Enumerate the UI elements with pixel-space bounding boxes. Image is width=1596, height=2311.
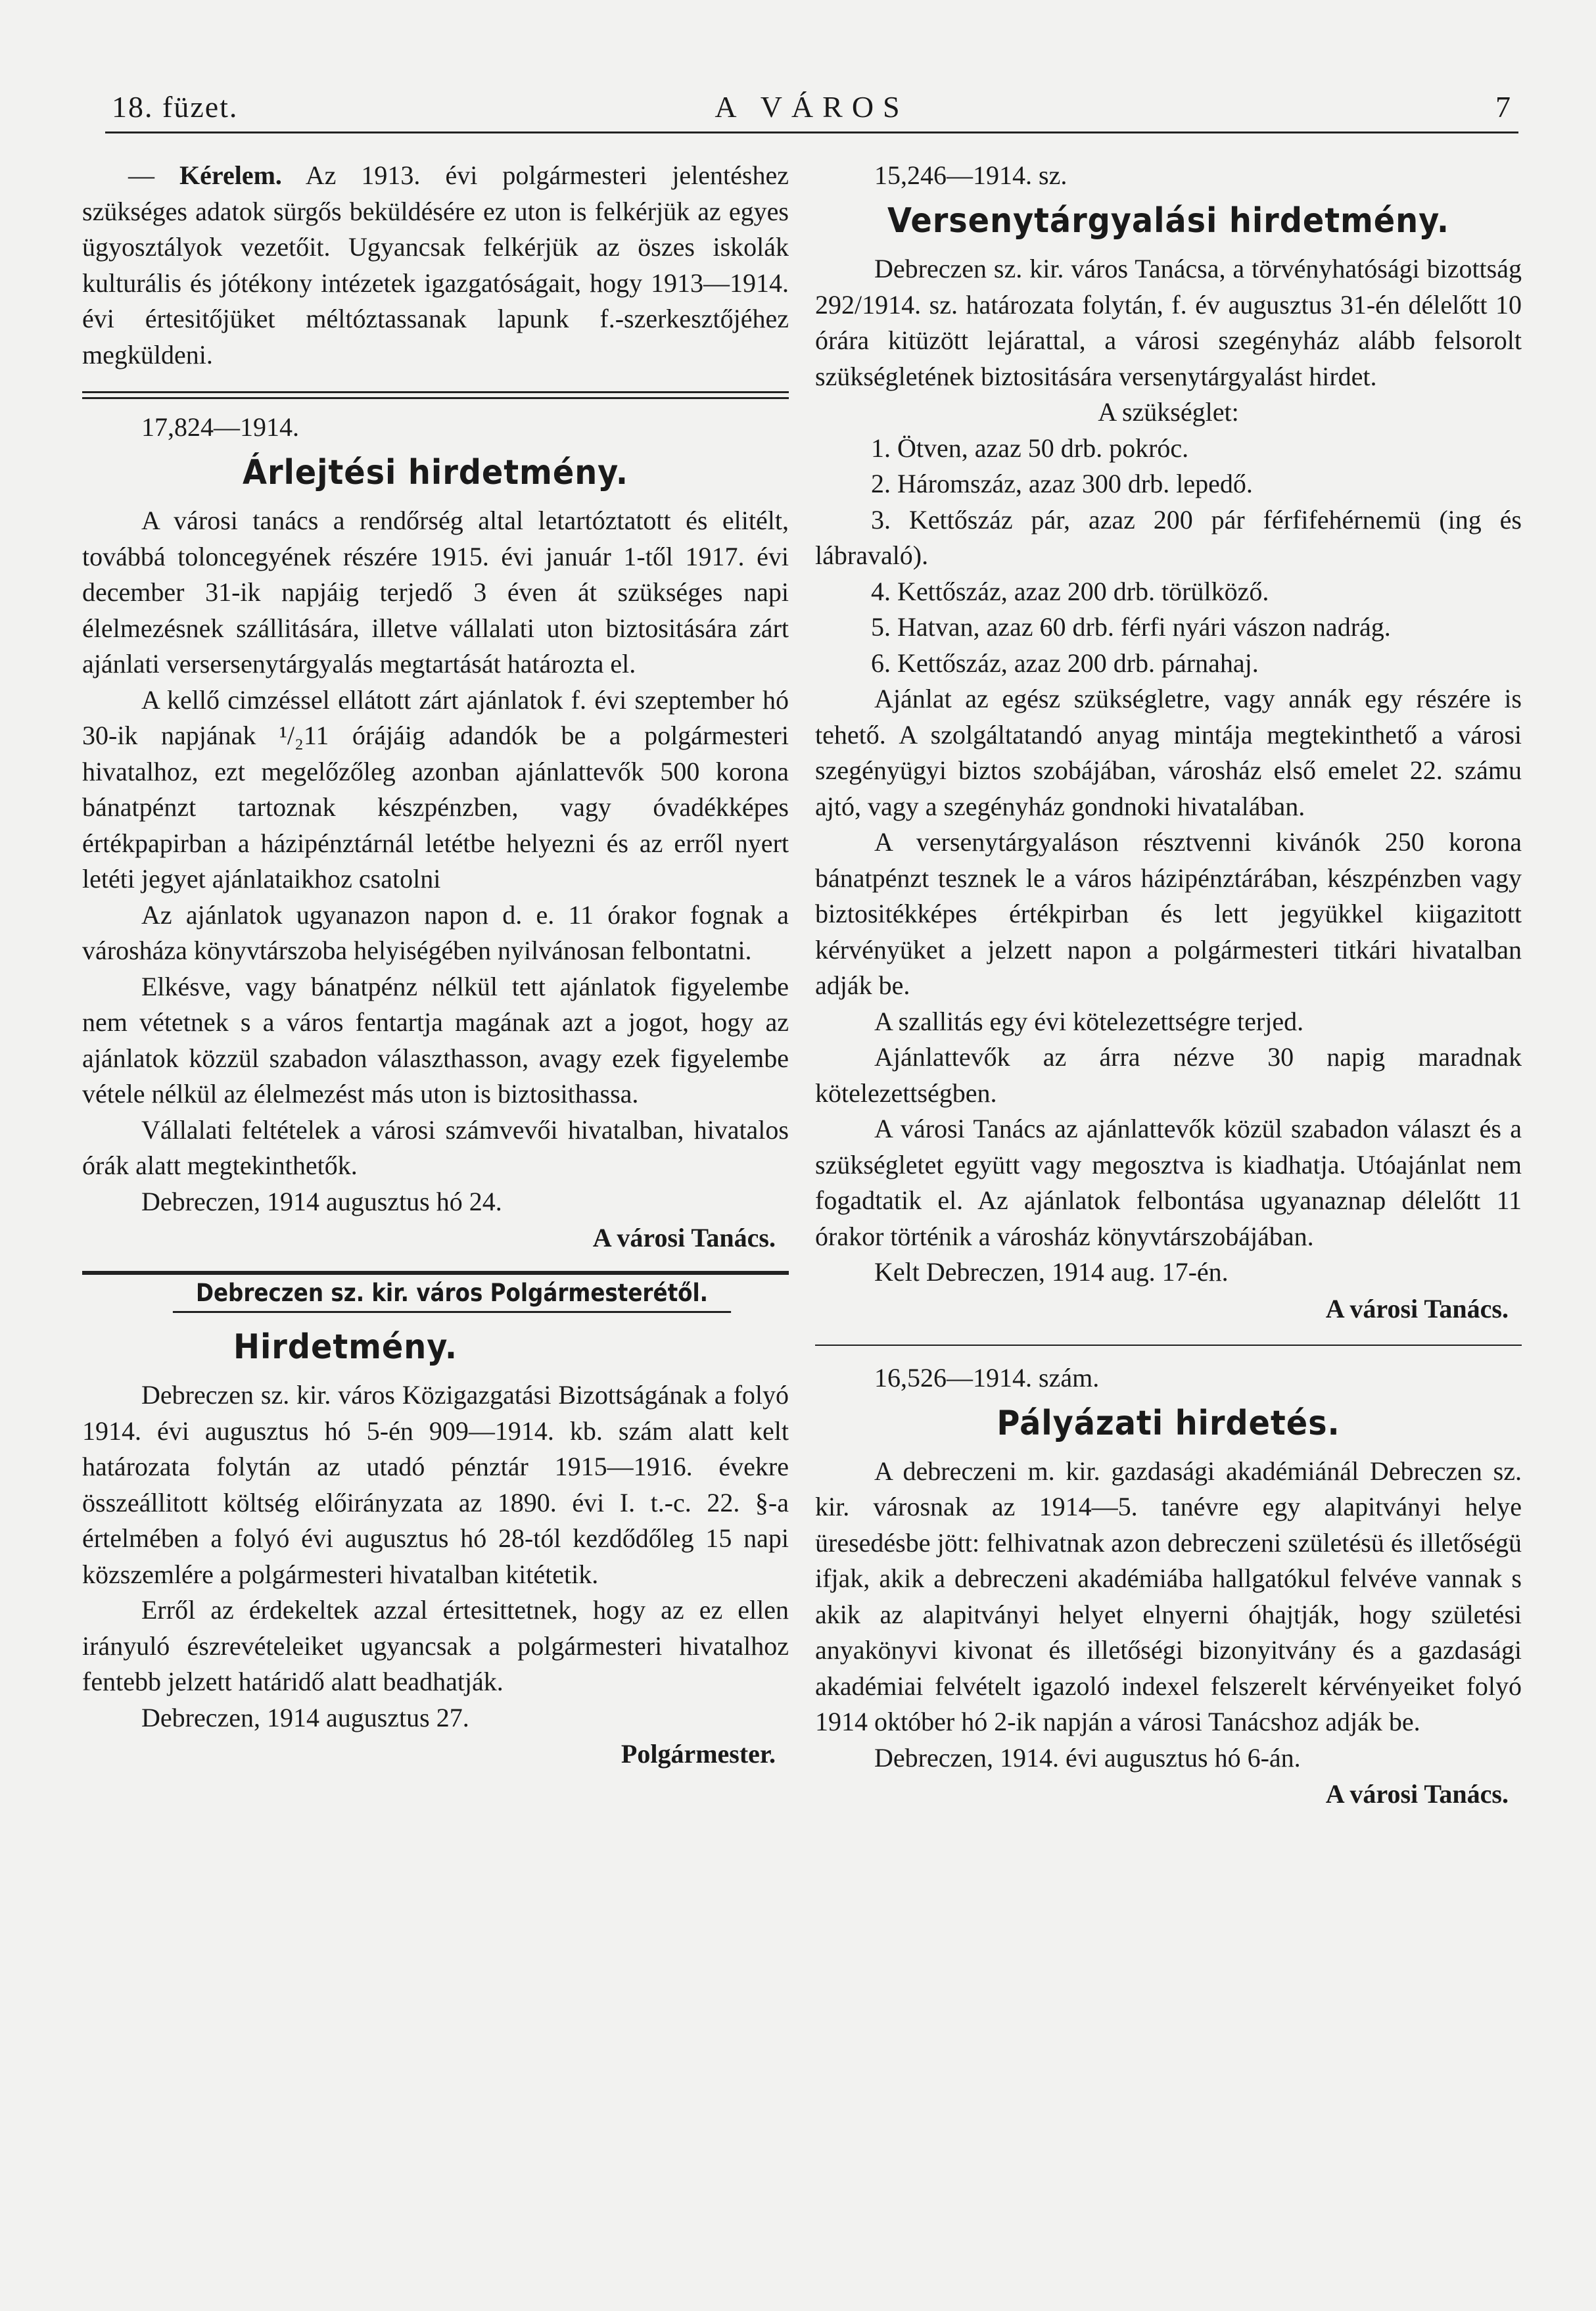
mayor-subheading: Debreczen sz. kir. város Polgármesterétől.	[173, 1279, 731, 1313]
list-item: 1. Ötven, azaz 50 drb. pokróc.	[871, 433, 1189, 463]
running-head	[105, 79, 1518, 133]
tender-title: Versenytárgyalási hirdetmény.	[887, 201, 1449, 241]
section-divider	[82, 391, 789, 399]
competition-title: Pályázati hirdetés.	[997, 1403, 1340, 1443]
request-notice	[82, 158, 789, 373]
auction-paragraph: Az ajánlatok ugyanazon napon d. e. 11 órakor fognak a városháza könyvtárszoba helyiségében nyilvánosan felbontatni.	[82, 899, 789, 965]
auction-number: 17,824—1914.	[141, 412, 299, 442]
mayor-signature: Polgármester.	[621, 1739, 776, 1769]
auction-paragraph: A városi tanács a rendőrség altal letartóztatott és elitélt, továbbá toloncegyének részére 1915. évi január 1-től 1917. évi december 31-ik napjáig terjedő 3 éven át szükséges napi élelmezésnek szállitására, illetve vállalati uton biztositására zárt ajánlati versersenytárgyalás megtartását határozta el.	[82, 506, 789, 679]
issue-number: 18. füzet.	[112, 90, 239, 124]
list-item: 5. Hatvan, azaz 60 drb. férfi nyári vászon nadrág.	[871, 612, 1391, 642]
right-column	[815, 158, 1522, 1813]
tender-items-list	[815, 431, 1522, 682]
section-divider	[82, 1271, 789, 1275]
auction-paragraph: A kellő cimzéssel ellátott zárt ajánlatok f. évi szeptember hó 30-ik napjának ¹/₂11 órájáig adandók be a polgármesteri hivatalhoz, ezt megelőzőleg azonban ajánlattevők 500 korona bánatpénzt tartoznak készpénzben, vagy óvadékképes értékpapirban a házipénztárnál letétbe helyezni és az erről nyert letéti jegyet ajánlataikhoz csatolni	[82, 684, 789, 893]
page-number: 7	[1495, 90, 1512, 124]
mayor-notice-title: Hirdetmény.	[233, 1327, 458, 1367]
tender-signature: A városi Tanács.	[1325, 1293, 1509, 1323]
section-divider	[815, 1345, 1522, 1346]
tender-number: 15,246—1914. sz.	[874, 160, 1068, 190]
mayor-paragraph: Debreczen sz. kir. város Közigazgatási Bizottságának a folyó 1914. évi augusztus hó 5-én 909—1914. kb. szám alatt kelt határozata folytán az utadó pénztár 1915—1916. évekre összeállitott költség előirányzata az 1890. évi I. t.-c. 22. §-a értelmében a folyó évi augusztus hó 28-tól kezdődőleg 15 napi közszemlére a polgármesteri hivatalban kitétetik.	[82, 1380, 789, 1589]
tender-date: Kelt Debreczen, 1914 aug. 17-én.	[874, 1257, 1229, 1287]
auction-paragraph: Vállalati feltételek a városi számvevői hivatalban, hivatalos órák alatt megtekinthetők.	[82, 1114, 789, 1180]
request-dash: —	[128, 160, 180, 190]
tender-paragraph: A versenytárgyaláson résztvenni kivánók 250 korona bánatpénzt tesznek le a város házipénztárában, készpénzben vagy biztositékképes értékpirban és lett jegyükkel kiigazitott kérvényüket a jelzett napon a polgármesteri titkári hivatalban adják be.	[815, 827, 1522, 1000]
request-text: Az 1913. évi polgármesteri jelentéshez szükséges adatok sürgős beküldésére ez uton is felkérjük az egyes ügyosztályok vezetőit. Ugyancsak felkérjük az öszes iskolák kulturális és jótékony intézetek igazgatóságait, hogy 1913—1914. évi értesitőjüket méltóztassanak lapunk f.-szerkesztőjéhez megküldeni.	[82, 160, 789, 369]
tender-need-label: A szükséglet:	[1098, 397, 1239, 427]
auction-signature: A városi Tanács.	[592, 1223, 776, 1252]
tender-paragraph: Ajánlat az egész szükségletre, vagy annák egy részére is tehető. A szolgáltatandó anyag mintája megtekinthető a városi szegényügyi biztos szobájában, városház első emelet 22. számu ajtó, vagy a szegényház gondnoki hivatalában.	[815, 684, 1522, 821]
list-item: 3. Kettőszáz pár, azaz 200 pár férfifehérnemü (ing és lábravaló).	[815, 504, 1522, 570]
competition-number: 16,526—1914. szám.	[874, 1362, 1100, 1393]
left-column	[82, 158, 789, 1773]
list-item: 4. Kettőszáz, azaz 200 drb. törülköző.	[871, 576, 1269, 606]
publication-title: A VÁROS	[715, 90, 909, 124]
request-title: Kérelem.	[179, 160, 282, 190]
mayor-date: Debreczen, 1914 augusztus 27.	[141, 1702, 469, 1732]
auction-paragraph: Elkésve, vagy bánatpénz nélkül tett ajánlatok figyelembe nem vétetnek s a város fentartja magának azt a jogot, hogy az ajánlatok közzül szabadon választhasson, avagy ezek figyelembe vétele nélkül az élelmezést más uton is biztosithassa.	[82, 971, 789, 1108]
competition-signature: A városi Tanács.	[1325, 1779, 1509, 1809]
tender-paragraph: A szallitás egy évi kötelezettségre terjed.	[874, 1006, 1304, 1036]
list-item: 6. Kettőszáz, azaz 200 drb. párnahaj.	[871, 648, 1259, 678]
tender-intro: Debreczen sz. kir. város Tanácsa, a törvényhatósági bizottság 292/1914. sz. határozata folytán, f. év augusztus 31-én délelőtt 10 órára kitüzött lejárattal, a városi szegényház alább felsorolt szükségletének biztositására versenytárgyalást hirdet.	[815, 254, 1522, 391]
list-item: 2. Háromszáz, azaz 300 drb. lepedő.	[871, 469, 1253, 498]
tender-paragraph: Ajánlattevők az árra nézve 30 napig maradnak kötelezettségben.	[815, 1042, 1522, 1108]
competition-date: Debreczen, 1914. évi augusztus hó 6-án.	[874, 1742, 1301, 1773]
mayor-paragraph: Erről az érdekeltek azzal értesittetnek, hogy az ez ellen irányuló észrevételeiket ugyancsak a polgármesteri hivatalhoz fentebb jelzett határidő alatt beadhatják.	[82, 1595, 789, 1696]
tender-paragraph: A városi Tanács az ajánlattevők közül szabadon választ és a szükségletet együtt vagy megosztva is kiadhatja. Utóajánlat nem fogadtatik el. Az ajánlatok felbontása ugyanaznap délelőtt 11 órakor történik a városház könyvtárszobájában.	[815, 1114, 1522, 1251]
auction-date: Debreczen, 1914 augusztus hó 24.	[141, 1186, 502, 1216]
auction-title: Árlejtési hirdetmény.	[243, 453, 628, 492]
competition-paragraph: A debreczeni m. kir. gazdasági akadémiánál Debreczen sz. kir. városnak az 1914—5. tanévre egy alapitványi helye üresedésbe jött: felhivatnak azon debreczeni születésü és illetőségü ifjak, akik a debreczeni akadémiába hallgatókul felvéve vannak s akik az alapitványi helyet elnyerni óhajtják, hogy születési anyakönyvi kivonat és illetőségi bizonyitvány és a gazdasági akadémiai felvételt igazoló indexel felszerelt kérvényeiket folyó 1914 október hó 2-ik napján a városi Tanácshoz adják be.	[815, 1456, 1522, 1736]
